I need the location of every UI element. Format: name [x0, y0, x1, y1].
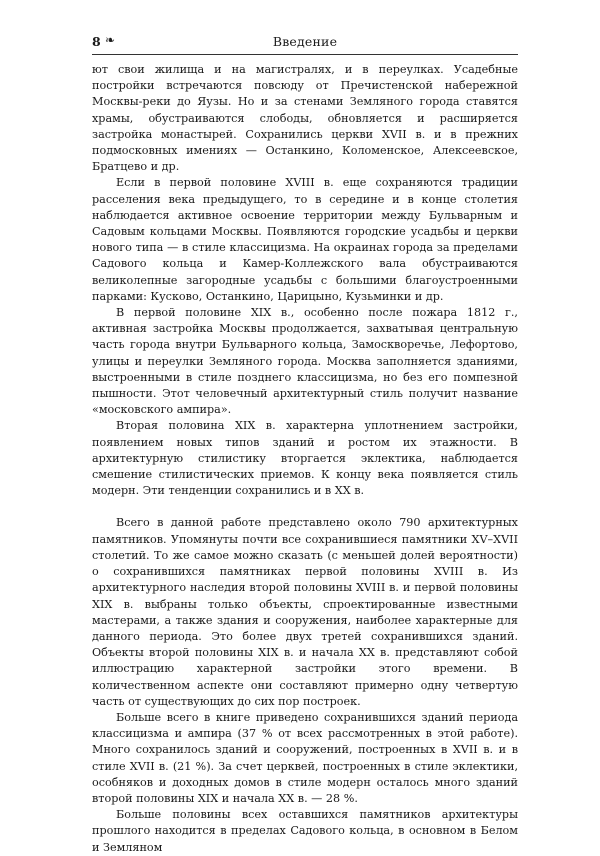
running-title: Введение	[272, 34, 338, 49]
paragraph-continuation: ют свои жилища и на магистралях, и в переулках. Усадебные постройки встречаются повсюду от Пречистенской набережной Москвы-реки до Яузы. Но и за стенами Земляного города ставятся храмы, обустраиваются слободы, обновляется и расширяется застройка монастырей. Сохранились церкви XVII в. и в прежних подмосковных имениях — Останкино, Коломенское, Алексеевское, Братцево и др.	[92, 63, 518, 174]
paragraph: Вторая половина XIX в. характерна уплотнением застройки, появлением новых типов зданий и ростом их этажности. В архитектурную стилистику вторгается эклектика, наблюдается смешение стилистических приемов. К концу века появляется стиль модерн. Эти тенденции сохранились и в XX в.	[92, 419, 518, 498]
paragraph: Больше всего в книге приведено сохранившихся зданий периода классицизма и ампира (37 % от всех рассмотренных в этой работе). Много сохранилось зданий и сооружений, построенных в XVII в. и в стиле XVII в. (21 %). За счет церквей, построенных в стиле эклектики, особняков и доходных домов в стиле модерн осталось много зданий второй половины XIX и начала XX в. — 28 %.	[92, 710, 518, 805]
page-number: 8	[92, 34, 101, 49]
paragraph: В первой половине XIX в., особенно после пожара 1812 г., активная застройка Москвы продолжается, захватывая центральную часть города внутри Бульварного кольца, Замоскворечье, Лефортово, улицы и переулки Земляного города. Москва заполняется зданиями, выстроенными в стиле позднего классицизма, но без его помпезной пышности. Этот человечный архитектурный стиль получит название «московского ампира».	[92, 306, 518, 417]
paragraph: Всего в данной работе представлено около 790 архитектурных памятников. Упомянуты почти все сохранившиеся памятники XV–XVII столетий. То же самое можно сказать (с меньшей долей вероятности) о сохранившихся памятниках первой половины XVIII в. Из архитектурного наследия второй половины XVIII в. и первой половины XIX в. выбраны только объекты, спроектированные известными мастерами, а также здания и сооружения, наиболее характерные для данного периода. Это более двух третей сохранившихся зданий. Объекты второй половины XIX в. и начала XX в. представляют собой иллюстрацию характерной застройки этого времени. В количественном аспекте они составляют примерно одну четвертую часть от существующих до сих пор построек.	[92, 516, 518, 708]
page-header	[92, 34, 518, 55]
fleuron-ornament-icon: ❧	[105, 33, 116, 47]
paragraph: Больше половины всех оставшихся памятников архитектуры прошлого находится в пределах Садового кольца, в основном в Белом и Земляном	[92, 808, 518, 854]
book-page	[92, 34, 518, 856]
paragraph: Если в первой половине XVIII в. еще сохраняются традиции расселения века предыдущего, то в середине и в конце столетия наблюдается активное освоение территории между Бульварным и Садовым кольцами Москвы. Появляются городские усадьбы и церкви нового типа — в стиле классицизма. На окраинах города за пределами Садового кольца и Камер-Коллежского вала обустраиваются великолепные загородные усадьбы с большими благоустроенными парками: Кусково, Останкино, Царицыно, Кузьминки и др.	[92, 176, 518, 303]
body-text	[92, 62, 518, 856]
